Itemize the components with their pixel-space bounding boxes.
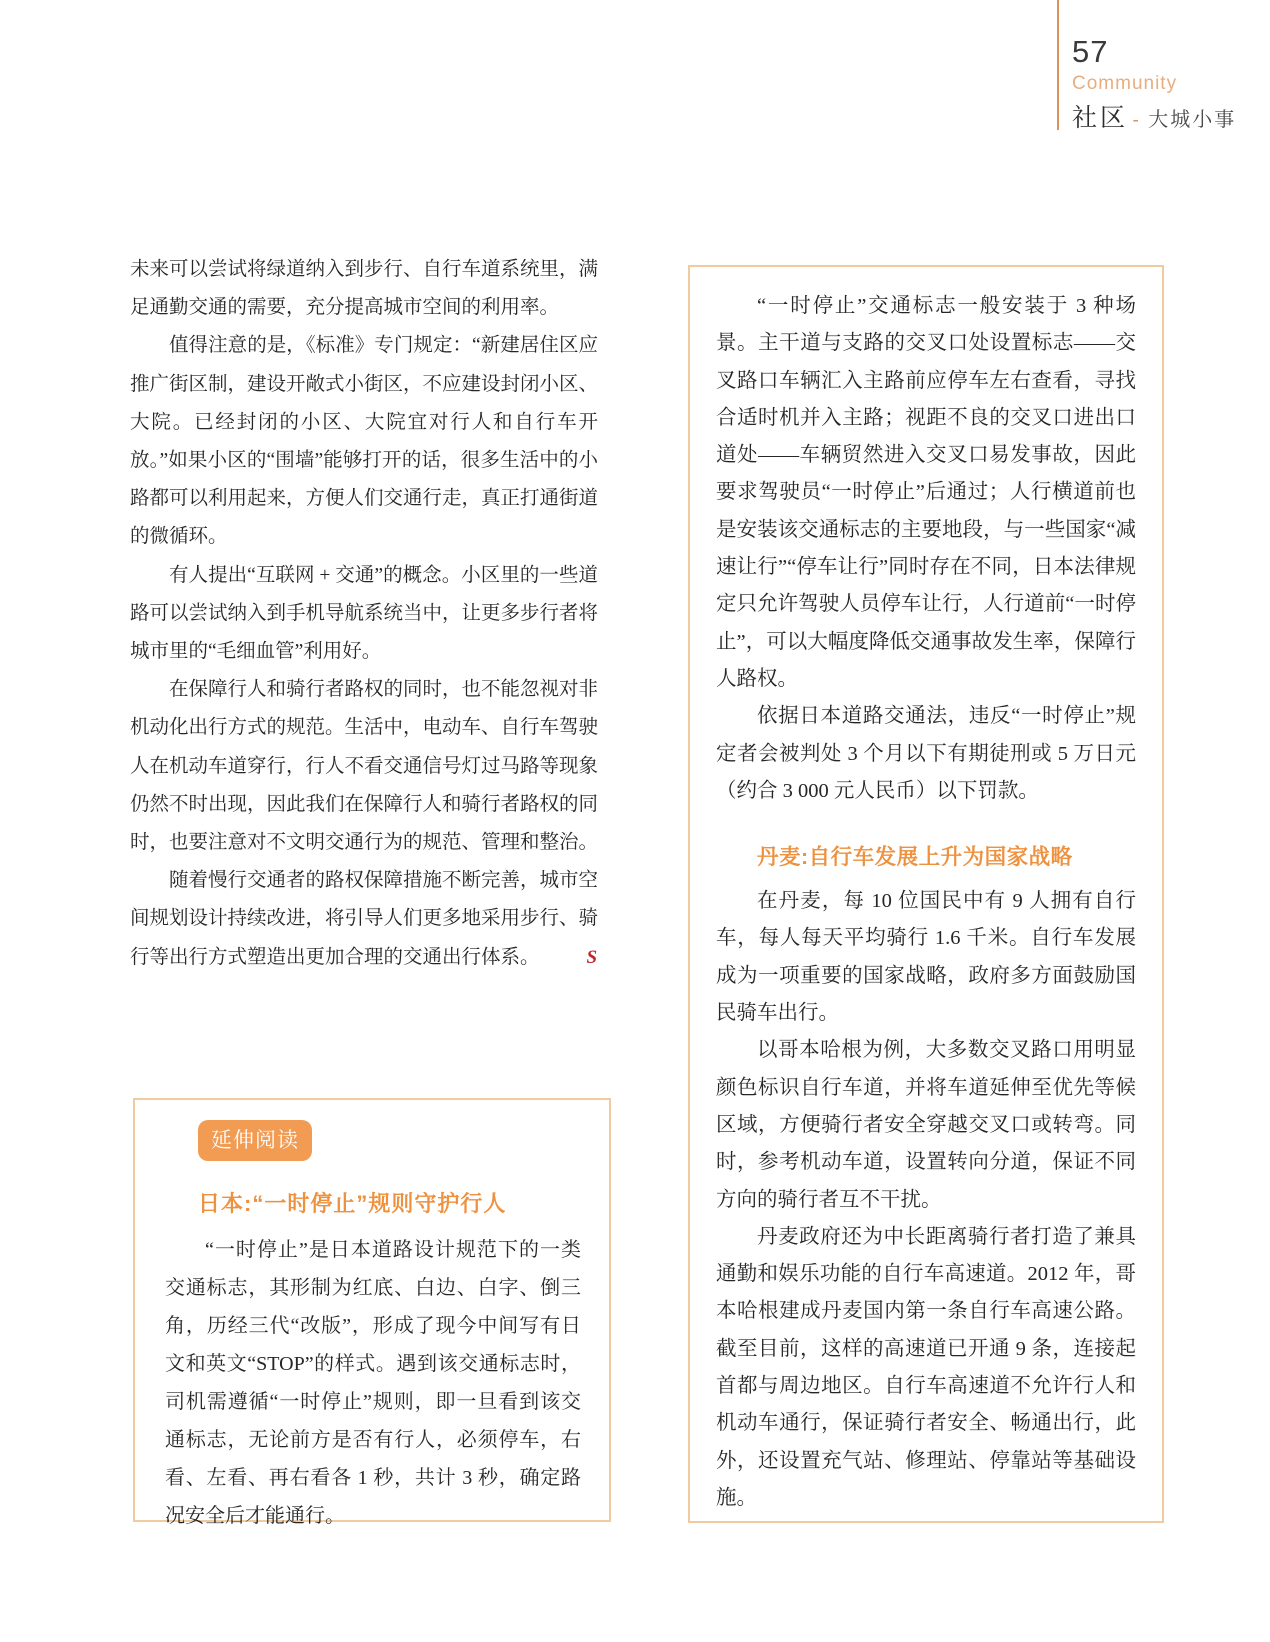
main-article-column xyxy=(130,251,598,977)
article-end-mark: S xyxy=(586,946,598,968)
sidebar-paragraph-3: 在丹麦，每 10 位国民中有 9 人拥有自行车，每人每天平均骑行 1.6 千米。自行车发展成为一项重要的国家战略，政府多方面鼓励国民骑车出行。 xyxy=(716,890,1136,1025)
article-paragraph-5-text: 随着慢行交通者的路权保障措施不断完善，城市空间规划设计持续改进，将引导人们更多地采用步行、骑行等出行方式塑造出更加合理的交通出行体系。 xyxy=(130,870,599,968)
section-title-row xyxy=(1072,98,1236,134)
article-paragraph-4: 在保障行人和骑行者路权的同时，也不能忽视对非机动化出行方式的规范。生活中，电动车、自行车驾驶人在机动车道穿行，行人不看交通信号灯过马路等现象仍然不时出现，因此我们在保障行人和骑行者路权的同时，也要注意对不文明交通行为的规范、管理和整治。 xyxy=(130,679,599,854)
section-subtitle: 大城小事 xyxy=(1148,109,1237,131)
sidebar-heading-denmark: 丹麦:自行车发展上升为国家战略 xyxy=(757,845,1073,870)
page-number: 57 xyxy=(1072,34,1109,69)
extended-reading-badge: 延伸阅读 xyxy=(198,1120,312,1161)
sidebar-paragraph-5: 丹麦政府还为中长距离骑行者打造了兼具通勤和娱乐功能的自行车高速道。2012 年，哥本哈根建成丹麦国内第一条自行车高速公路。截至目前，这样的高速道已开通 9 条，连接起首都与周边地区。自行车高速道不允许行人和机动车通行，保证骑行者安全、畅通出行，此外，还设置充气站、修理站、停靠站等基础设施。 xyxy=(716,1225,1136,1509)
article-paragraph-1: 未来可以尝试将绿道纳入到步行、自行车道系统里，满足通勤交通的需要，充分提高城市空间的利用率。 xyxy=(130,259,599,319)
sidebar-paragraph-1: “一时停止”交通标志一般安装于 3 种场景。主干道与支路的交叉口处设置标志——交叉路口车辆汇入主路前应停车左右查看，寻找合适时机并入主路；视距不良的交叉口进出口道处——车辆贸然进入交叉口易发事故，因此要求驾驶员“一时停止”后通过；人行横道前也是安装该交通标志的主要地段，与一些国家“减速让行”“停车让行”同时存在不同，日本法律规定只允许驾驶人员停车让行，人行道前“一时停止”，可以大幅度降低交通事故发生率，保障行人路权。 xyxy=(716,295,1136,690)
header-rule xyxy=(1057,0,1059,130)
sidebar-paragraph-4: 以哥本哈根为例，大多数交叉路口用明显颜色标识自行车道，并将车道延伸至优先等候区域，方便骑行者安全穿越交叉口或转弯。同时，参考机动车道，设置转向分道，保证不同方向的骑行者互不干扰。 xyxy=(716,1039,1136,1211)
sidebar-box xyxy=(688,265,1164,1523)
reading-box-heading: 日本:“一时停止”规则守护行人 xyxy=(198,1191,507,1216)
sidebar-paragraph-2: 依据日本道路交通法，违反“一时停止”规定者会被判处 3 个月以下有期徒刑或 5 万日元（约合 3 000 元人民币）以下罚款。 xyxy=(716,705,1136,802)
section-separator: - xyxy=(1132,110,1139,131)
reading-box-body: “一时停止”是日本道路设计规范下的一类交通标志，其形制为红底、白边、白字、倒三角，历经三代“改版”，形成了现今中间写有日文和英文“STOP”的样式。遇到该交通标志时，司机需遵循“一时停止”规则，即一旦看到该交通标志，无论前方是否有行人，必须停车，右看、左看、再右看各 1 秒，共计 3 秒，确定路况安全后才能通行。 xyxy=(165,1239,581,1527)
section-title-zh: 社区 xyxy=(1072,104,1129,132)
article-paragraph-3: 有人提出“互联网 + 交通”的概念。小区里的一些道路可以尝试纳入到手机导航系统当中，让更多步行者将城市里的“毛细血管”利用好。 xyxy=(130,564,599,663)
extended-reading-box xyxy=(133,1098,611,1527)
article-paragraph-2: 值得注意的是，《标准》专门规定：“新建居住区应推广街区制，建设开敞式小街区，不应建设封闭小区、大院。已经封闭的小区、大院宜对行人和自行车开放。”如果小区的“围墙”能够打开的话，很多生活中的小路都可以利用起来，方便人们交通行走，真正打通街道的微循环。 xyxy=(130,335,599,548)
section-title-en: Community xyxy=(1072,73,1178,94)
article-paragraph-5 xyxy=(130,862,598,977)
page-header xyxy=(1072,36,1236,134)
